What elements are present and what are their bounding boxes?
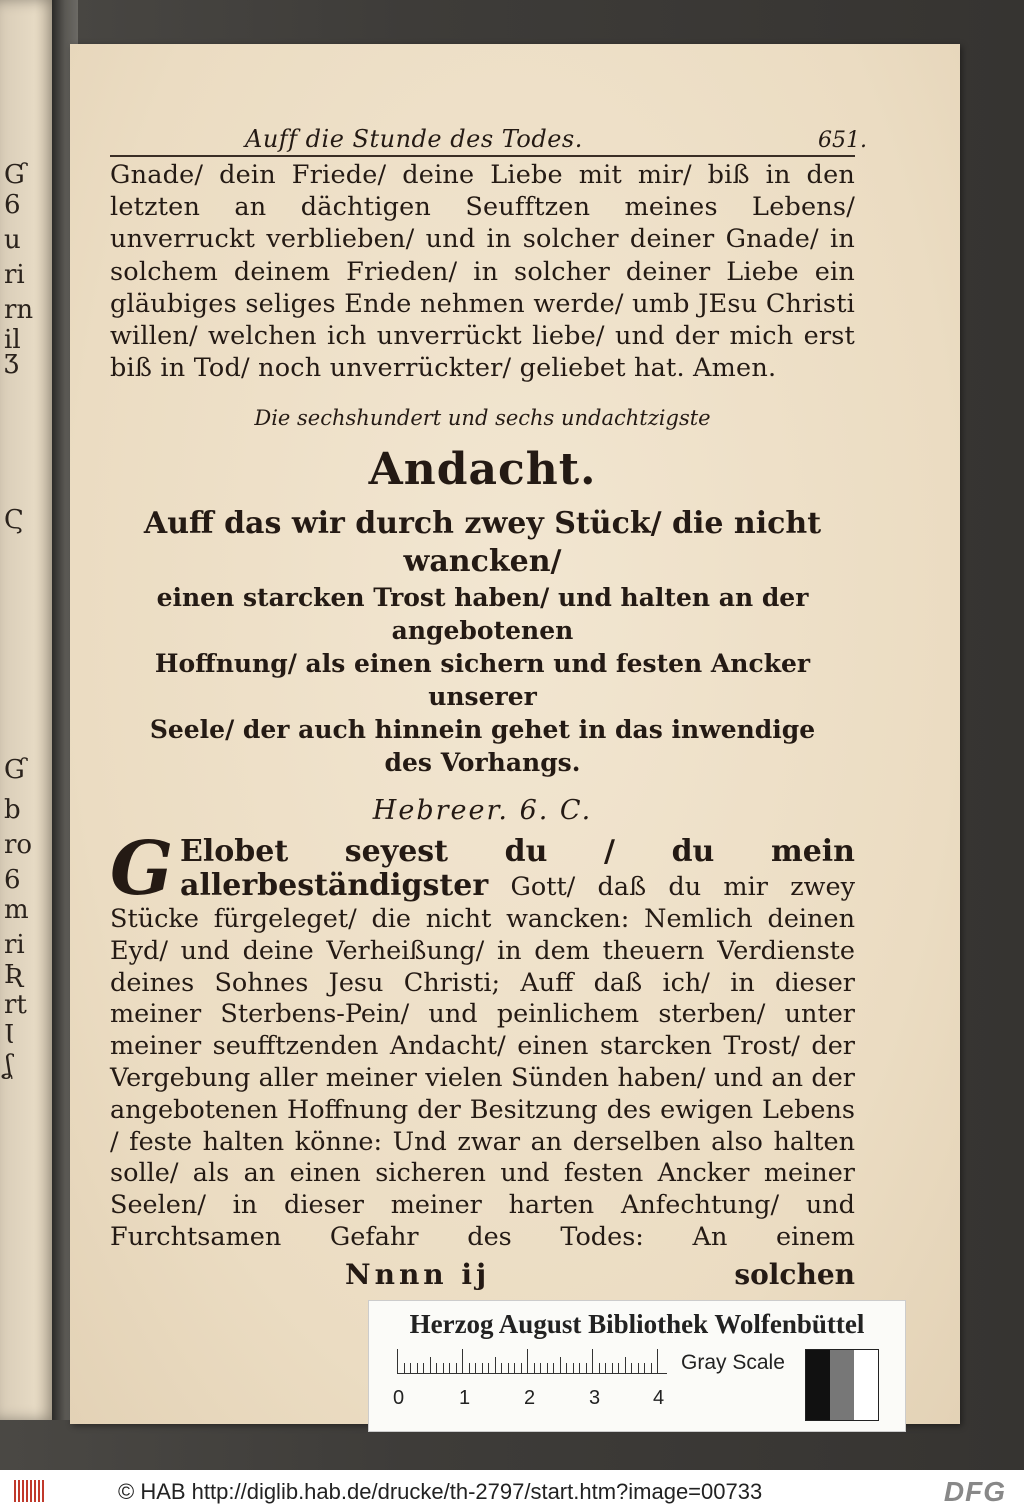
title-line-5: des Vorhangs. [384,748,581,778]
page-footer-line [110,1258,855,1291]
devotion-number: Die sechshundert und sechs undachtzigste [254,406,711,431]
page-header [110,119,867,157]
ruler-tick [397,1349,398,1373]
running-head: Auff die Stunde des Todes. [245,125,583,153]
ruler-tick [443,1363,444,1373]
left-page-fragment: b [4,795,21,825]
ruler-tick [534,1363,535,1373]
left-page-fragment: m [4,895,29,925]
ruler-tick [404,1363,405,1373]
ruler-tick [423,1363,424,1373]
footer-copyright-link[interactable]: © HAB http://diglib.hab.de/drucke/th-2797/start.htm?image=00733 [118,1479,763,1504]
gray-scale-label: Gray Scale [681,1351,785,1374]
left-page-fragment: ro [4,830,33,860]
left-page-fragment: 6 [4,865,21,895]
drop-cap: G [110,826,174,913]
body-text: Gott/ daß du mir zwey Stücke fürgeleget/ die nicht wancken: Nemlich deinen Eyd/ und deine Verheißung/ in dem theuern Verdienste deines Sohnes Jesu Christi; Auff daß ich/ in dieser meiner Sterbens-Pein/ und peinlichem sterben/ unter meiner seufftzenden Andacht/ einen starcken Trost/ der Vergebung aller meiner vielen Sünden haben/ und an der angebotenen Hoffnung der Besitzung des ewigen Lebens / feste halten könne: Und zwar an derselben also halten solle/ als an einen sicheren und festen Ancker meiner Seelen/ in dieser meiner harten Anfechtung/ und Furchtsamen Gefahr des Todes: An einem [110,872,855,1252]
ruler-tick [566,1363,567,1373]
signature-mark: Nnnn ij [345,1257,491,1291]
ruler-tick [625,1357,626,1373]
ruler-tick [644,1363,645,1373]
left-page-fragment: rt [4,990,27,1020]
left-page-fragment: Ʀ [4,960,24,990]
ruler-tick [482,1363,483,1373]
library-color-chart [368,1300,906,1432]
ruler-tick [657,1349,658,1373]
ruler-tick [527,1349,528,1373]
left-page-fragment: ʆ [4,1050,13,1080]
ruler-number: 3 [589,1387,601,1409]
ruler-tick [605,1363,606,1373]
catchword: solchen [734,1257,855,1291]
ruler-tick [579,1363,580,1373]
left-page-fragment: ri [4,260,25,290]
ruler-tick [508,1363,509,1373]
ruler-tick [638,1363,639,1373]
ruler-tick [495,1357,496,1373]
ruler-number: 0 [393,1387,405,1409]
ruler-tick [456,1363,457,1373]
devotion-heading: Andacht. [368,444,597,496]
left-page-fragment: ri [4,930,25,960]
footer-bar [0,1470,1024,1512]
library-name: Herzog August Bibliothek Wolfenbüttel [409,1309,865,1339]
ruler-tick [430,1357,431,1373]
dfg-logo: DFG [943,1476,1006,1507]
left-page-fragment: 6 [4,190,21,220]
ruler-tick [618,1363,619,1373]
title-line-3: Hoffnung/ als einen sichern und festen Ancker unserer [154,649,811,712]
ruler-tick [651,1363,652,1373]
ruler-tick [573,1363,574,1373]
ruler-number: 1 [459,1387,471,1409]
ruler-tick [586,1363,587,1373]
ruler-tick [410,1363,411,1373]
ruler-tick [599,1363,600,1373]
left-page-fragment: Ɠ [4,755,25,785]
ruler-tick [560,1357,561,1373]
left-page-fragment: Ɩ [4,1020,15,1050]
ruler-tick [469,1363,470,1373]
book-page [70,44,960,1424]
ruler-number: 2 [524,1387,536,1409]
gray-scale-swatch [805,1349,879,1421]
scripture-reference: Hebreer. 6. C. [372,795,593,827]
ruler-tick [521,1363,522,1373]
ruler-tick [462,1349,463,1373]
devotion-body [110,826,855,1253]
left-page-fragment: u [4,225,21,255]
title-line-2: einen starcken Trost haben/ und halten an der angebotenen [156,583,809,646]
ruler-tick [417,1363,418,1373]
ruler-tick [612,1363,613,1373]
left-page-fragment: Ɠ [4,160,25,190]
left-facing-page [0,0,58,1420]
text-block [110,119,867,1291]
title-line-4: Seele/ der auch hinnein gehet in das inwendige [149,715,816,745]
ruler-tick [436,1363,437,1373]
ruler-tick [540,1363,541,1373]
ruler-tick [592,1349,593,1373]
ruler-tick [501,1363,502,1373]
ruler-tick [449,1363,450,1373]
left-page-fragment: il [4,325,21,355]
ruler-tick [488,1363,489,1373]
ruler-tick [514,1363,515,1373]
left-page-fragment: Ϛ [4,505,24,535]
left-page-fragment: rn [4,295,34,325]
ruler-tick [631,1363,632,1373]
page-number: 651. [818,128,867,153]
ruler-tick [547,1363,548,1373]
ruler-tick [553,1363,554,1373]
hab-logo-icon [14,1480,44,1502]
ruler-tick [475,1363,476,1373]
ruler [397,1349,667,1374]
title-line-1: Auff das wir durch zwey Stück/ die nicht wancken/ [143,506,822,580]
paragraph-prayer-end: Gnade/ dein Friede/ deine Liebe mit mir/ biß in den letzten an dächtigen Seufftzen meines Lebens/ unverruckt verblieben/ und in solcher deiner Gnade/ in solchem deinem Frieden/ in solcher deiner Liebe ein gläubiges seliges Ende nehmen werde/ umb JEsu Christi willen/ welchen ich unverrückt liebe/ und der mich erst biß in Tod/ noch unverrückter/ geliebet hat. Amen. [110,160,855,384]
body-first-line: Elobet seyest du / du mein allerbeständigster [180,834,855,904]
left-page-fragment: Ʒ [4,350,19,380]
ruler-number: 4 [653,1387,665,1409]
